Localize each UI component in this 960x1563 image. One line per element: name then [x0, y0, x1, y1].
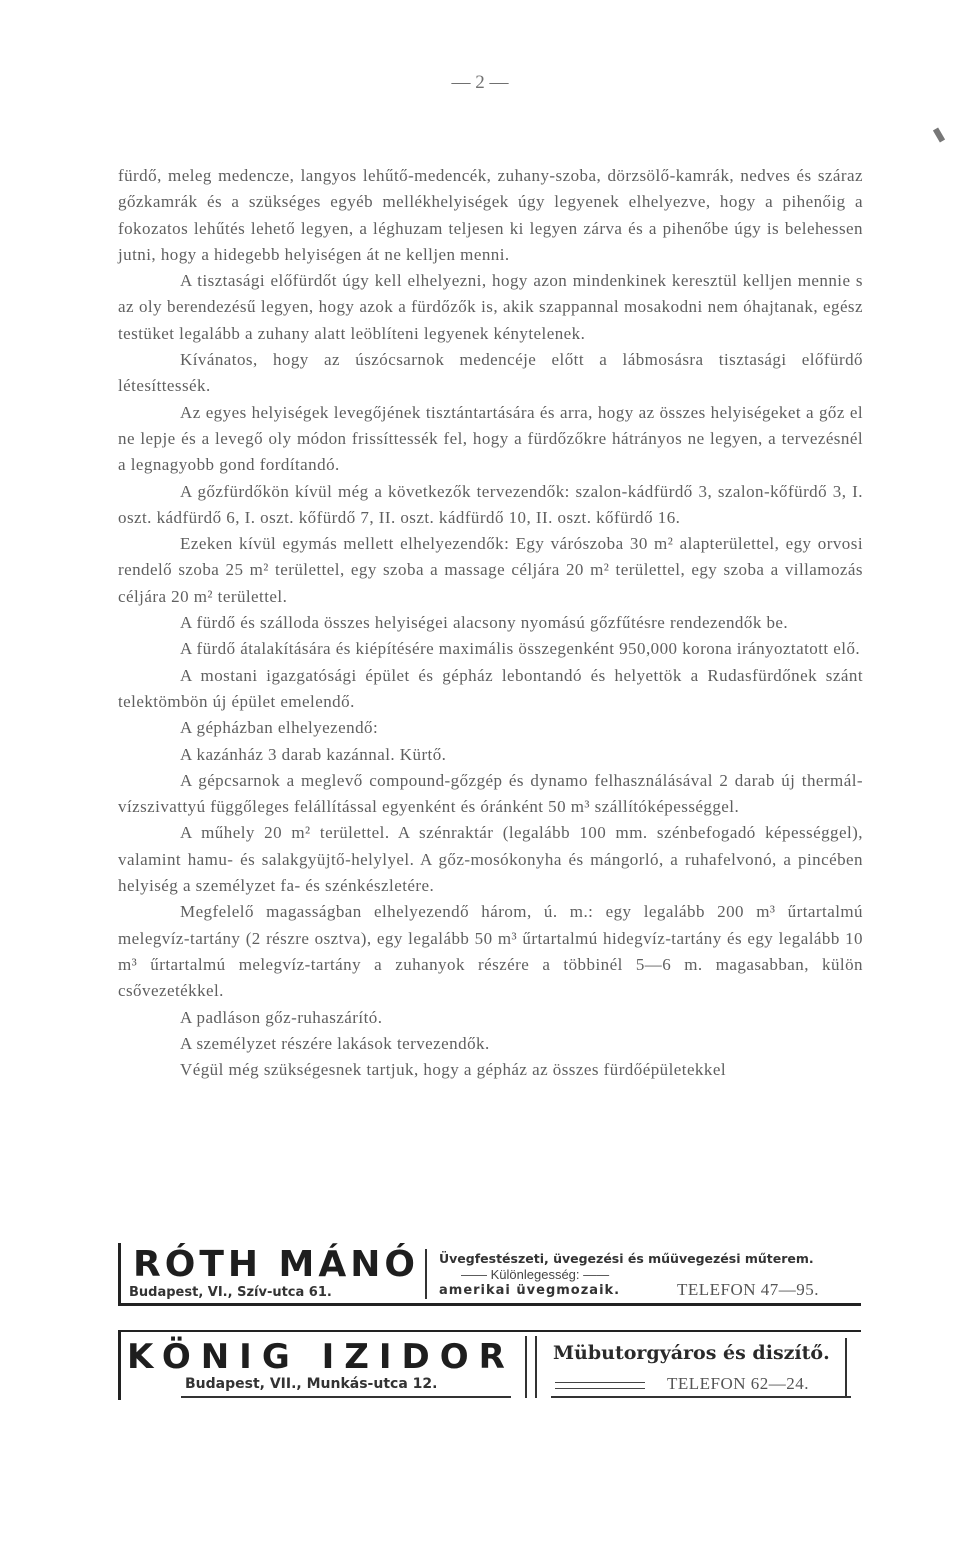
paragraph: A fürdő átalakítására és kiépítésére maximális összegenként 950,000 korona irányoztatott elő.: [180, 639, 861, 659]
divider: [555, 1382, 645, 1389]
paragraph: Az egyes helyiségek levegőjének tisztántartására és arra, hogy az összes helyiségeket a gőz el ne lepje és a levegő oly módon frissíttessék fel, hogy a fürdőzőkre hátrányos ne legyen, a tervezésnél a legnagyobb gond fordítandó.: [118, 402, 863, 475]
paragraph: A gőzfürdőkön kívül még a következők tervezendők: szalon-kádfürdő 3, szalon-kőfürdő 3, I. oszt. kádfürdő 6, I. oszt. kőfürdő 7, II. oszt. kádfürdő 10, II. oszt. kőfürdő 16.: [118, 481, 863, 527]
document-body: [118, 163, 863, 1083]
advertisement-konig: [118, 1330, 861, 1400]
divider: [181, 1396, 511, 1398]
ad-roth-line1: Üvegfestészeti, üvegezési és műüvegezési műterem.: [439, 1251, 814, 1266]
paragraph: Végül még szükségesnek tartjuk, hogy a gépház az összes fürdőépületekkel: [180, 1060, 727, 1080]
ad-konig-address: Budapest, VII., Munkás-utca 12.: [185, 1376, 438, 1392]
paragraph: A gépcsarnok a meglevő compound-gőzgép és dynamo felhasználásával 2 darab új thermál-vízszivattyú függőleges felállítással egyenként és óránként 50 m³ szállítóképességgel.: [118, 770, 863, 817]
paragraph: A gépházban elhelyezendő:: [180, 718, 379, 738]
divider: [535, 1336, 537, 1398]
ad-konig-phone: TELEFON 62—24.: [667, 1374, 810, 1393]
paragraph: A személyzet részére lakások tervezendők.: [180, 1033, 490, 1053]
paragraph: A mostani igazgatósági épület és gépház lebontandó és helyettök a Rudasfürdőnek szánt telektömbön új épület emelendő.: [118, 665, 863, 711]
paragraph: Megfelelő magasságban elhelyezendő három, ú. m.: egy legalább 200 m³ űrtartalmú melegvíz-tartány (2 részre osztva), egy legalább 50 m³ űrtartalmú hidegvíz-tartány és egy legalább 10 m³ űrtartalmú melegvíz-tartány a zuhanyok részére a többinél 5—6 m. magasabban, külön csővezetékkel.: [118, 902, 863, 1001]
ad-konig-title: Mübutorgyáros és diszítő.: [553, 1342, 830, 1364]
divider: [525, 1336, 527, 1398]
page-number: — 2 —: [451, 72, 509, 93]
ad-roth-phone: TELEFON 47—95.: [677, 1280, 820, 1299]
ad-roth-line3: amerikai üvegmozaik.: [439, 1283, 621, 1298]
ad-roth-address: Budapest, VI., Szív-utca 61.: [129, 1285, 332, 1300]
ad-konig-name: KÖNIG IZIDOR: [127, 1337, 515, 1377]
margin-mark: [933, 127, 945, 142]
paragraph: A padláson gőz-ruhaszárító.: [180, 1007, 383, 1027]
paragraph: Ezeken kívül egymás mellett elhelyezendők: Egy várószoba 30 m² alapterülettel, egy orvosi rendelő szoba 25 m² területtel, egy szoba a massage céljára 20 m² területtel, egy szoba a villamozás céljára 20 m² területtel.: [118, 534, 863, 606]
divider: [425, 1249, 427, 1299]
ad-roth-name: RÓTH MÁNÓ: [133, 1244, 419, 1285]
paragraph: A fürdő és szálloda összes helyiségei alacsony nyomású gőzfűtésre rendezendők be.: [180, 613, 789, 633]
advertisement-roth: [118, 1243, 861, 1306]
divider: [551, 1396, 851, 1398]
paragraph: A műhely 20 m² területtel. A szénraktár (legalább 100 mm. szénbefogadó képességgel), valamint hamu- és salakgyüjtő-helylyel. A gőz-mosókonyha és mángorló, a ruhafelvonó, a pincében helyiség a személyzet fa- és szénkészletére.: [118, 823, 863, 896]
paragraph: Kívánatos, hogy az úszócsarnok medencéje előtt a lábmosásra tisztasági előfürdő létesíttessék.: [118, 350, 863, 396]
paragraph: A tisztasági előfürdőt úgy kell elhelyezni, hogy azon mindenkinek keresztül kelljen mennie s az oly berendezésű legyen, hogy azok a fürdőzők is, akik szappannal mosakodni nem óhajtanak, egész testüket legalább a zuhany alatt leöblíteni legyenek kénytelenek.: [118, 271, 863, 343]
paragraph: A kazánház 3 darab kazánnal. Kürtő.: [180, 744, 447, 764]
ad-roth-line2: —— Különlegesség: ——: [461, 1267, 610, 1282]
paragraph: fürdő, meleg medencze, langyos lehűtő-medencék, zuhany-szoba, dörzsölő-kamrák, nedves és száraz gőzkamrák és a szükséges egyéb mellékhelyiségek úgy legyenek elhelyezve, hogy a pihenőig a fokozatos lehűtés lehető legyen, a léghuzam teljesen ki legyen zárva és a pihenőbe úgy is belehessen jutni, hogy a hidegebb helyiségen át ne kelljen menni.: [118, 166, 863, 264]
divider: [845, 1338, 847, 1396]
